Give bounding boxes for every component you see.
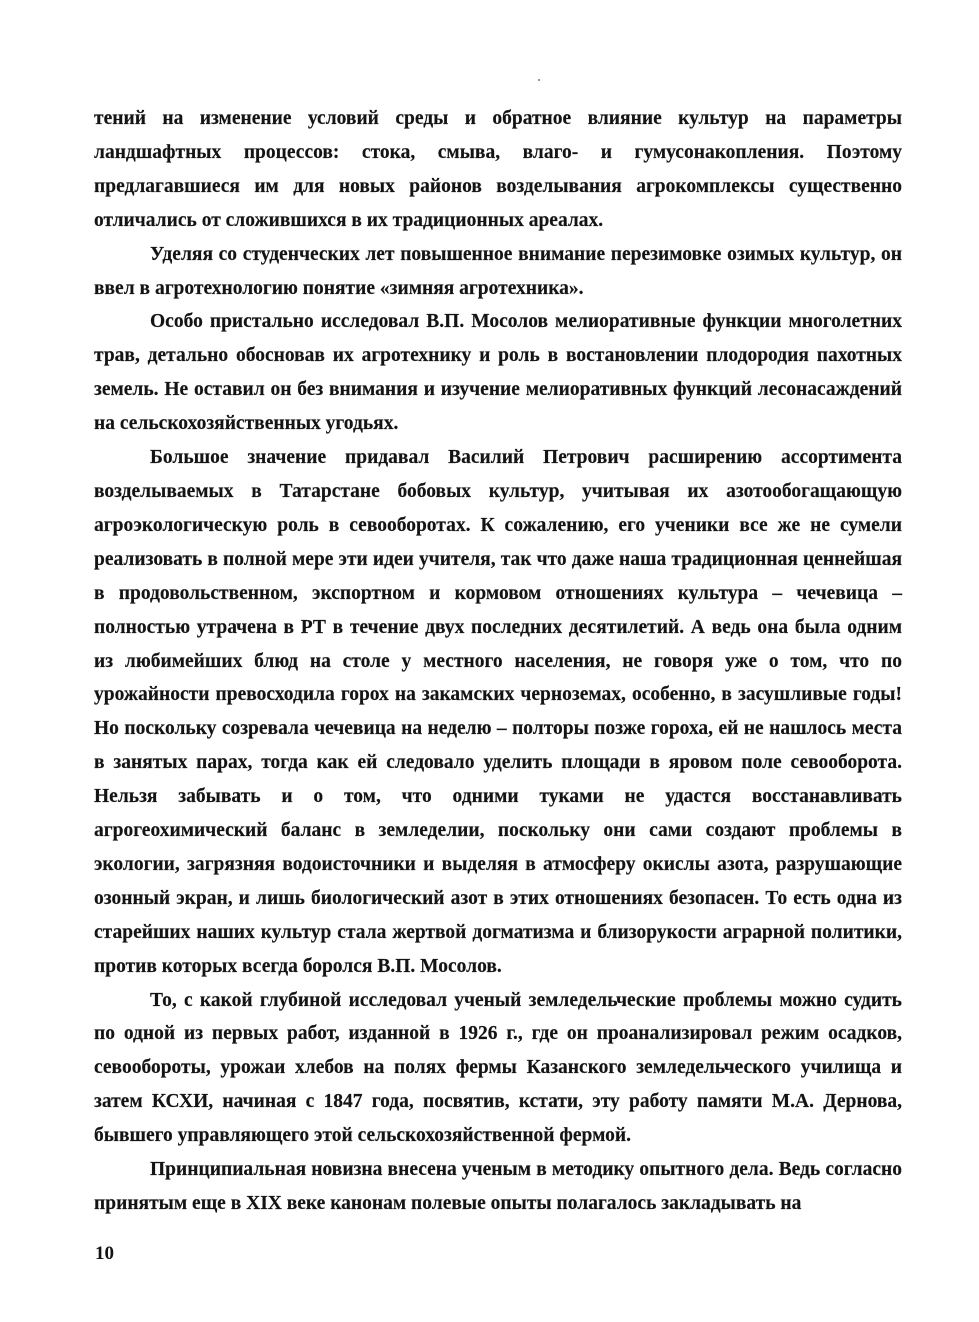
page-number: 10 (95, 1243, 114, 1264)
paragraph-1: тений на изменение условий среды и обратное влияние культур на параметры ландшафтных процессов: стока, смыва, влаго- и гумусонакопления. Поэтому предлагавшиеся им для новых районов возделывания агрокомплексы существенно отличались от сложившихся в их традиционных ареалах. (94, 108, 902, 231)
paragraph-6: Принципиальная новизна внесена ученым в методику опытного дела. Ведь согласно принятым еще в XIX веке канонам полевые опыты полагалось закладывать на (94, 1159, 902, 1214)
paragraph-5: То, с какой глубиной исследовал ученый земледельческие проблемы можно судить по одной из первых работ, изданной в 1926 г., где он проанализировал режим осадков, севообороты, урожаи хлебов на полях фермы Казанского земледельческого училища и затем КСХИ, начиная с 1847 года, посвятив, кстати, эту работу памяти М.А. Дернова, бывшего управляющего этой сельскохозяйственной фермой. (94, 989, 902, 1147)
paragraph-2: Уделяя со студенческих лет повышенное внимание перезимовке озимых культур, он ввел в агротехнологию понятие «зимняя агротехника». (94, 243, 902, 299)
paragraph-4: Большое значение придавал Василий Петрович расширению ассортимента возделываемых в Татарстане бобовых культур, учитывая их азотообогащающую агроэкологическую роль в севооборотах. К сожалению, его ученики все же не сумели реализовать в полной мере эти идеи учителя, так что даже наша традиционная ценнейшая в продовольственном, экспортном и кормовом отношениях культура – чечевица – полностью утрачена в РТ в течение двух последних десятилетий. А ведь она была одним из любимейших блюд на столе у местного населения, не говоря уже о том, что по урожайности превосходила горох на закамских черноземах, особенно, в засушливые годы! Но поскольку созревала чечевица на неделю – полторы позже гороха, ей не нашлось места в занятых парах, тогда как ей следовало уделить площади в яровом поле севооборота. Нельзя забывать и о том, что одними туками не удастся восстанавливать агрогеохимический баланс в земледелии, поскольку они сами создают проблемы в экологии, загрязняя водоисточники и выделяя в атмосферу окислы азота, разрушающие озонный экран, и лишь биологический азот в этих отношениях безопасен. То есть одна из старейших наших культур стала жертвой догматизма и близорукости аграрной политики, против которых всегда боролся В.П. Мосолов. (94, 447, 902, 977)
paragraph-3: Особо пристально исследовал В.П. Мосолов мелиоративные функции многолетних трав, детально обосновав их агротехнику и роль в востановлении плодородия пахотных земель. Не оставил он без внимания и изучение мелиоративных функций лесонасаждений на сельскохозяйственных угодьях. (94, 311, 902, 435)
body-text (94, 102, 902, 1221)
scan-speck (538, 79, 540, 81)
